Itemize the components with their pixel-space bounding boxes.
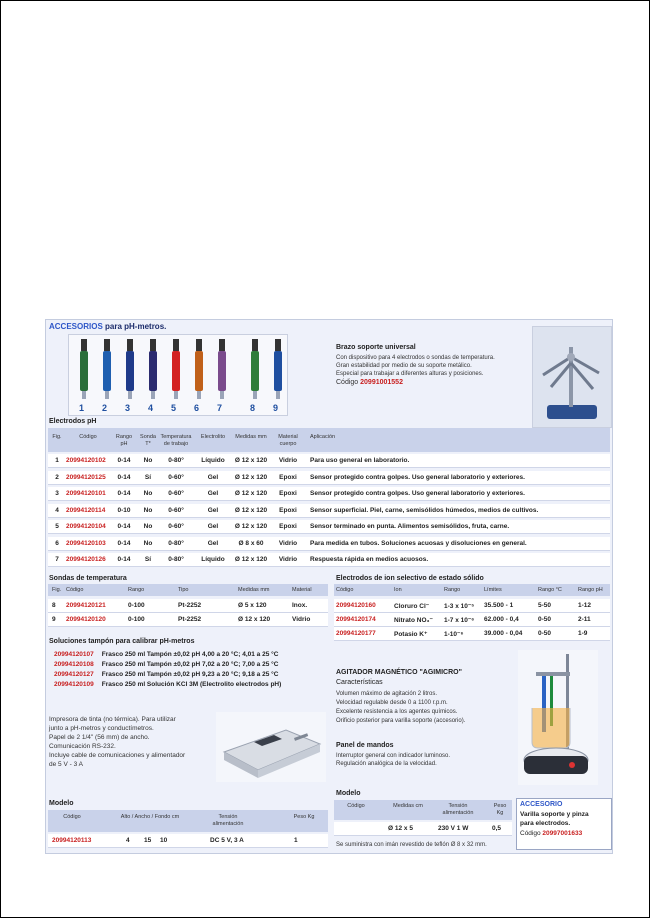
ion-cell: 39.000 - 0,04 xyxy=(484,630,523,637)
accesorio-title: ACCESORIO xyxy=(520,801,563,808)
ion-cell: 5-50 xyxy=(538,602,552,609)
ion-cell: 35.500 - 1 xyxy=(484,602,514,609)
agitador-note: Se suministra con imán revestido de teflón Ø 8 x 32 mm. xyxy=(336,842,487,848)
sondas-cell: Ø 12 x 120 xyxy=(238,616,271,623)
tampon-code: 20994120109 xyxy=(54,681,94,688)
printer-photo xyxy=(216,712,326,782)
ph-cell: No xyxy=(143,506,153,514)
agitador-modelo-title: Modelo xyxy=(336,790,361,797)
impresora-cell: DC 5 V, 3 A xyxy=(210,837,244,844)
agitador-illustration xyxy=(518,650,598,785)
ph-cell: 1 xyxy=(55,457,59,464)
tampon-description: Frasco 250 ml Tampón ±0,02 pH 7,02 a 20 °C; 7,00 a 25 °C xyxy=(101,661,279,668)
ph-header-cell: Electrolito xyxy=(200,434,226,440)
ph-cell: 0-14 xyxy=(117,556,131,563)
brazo-code-line xyxy=(336,379,403,387)
ph-cell: 0-14 xyxy=(117,490,131,497)
brazo-illustration xyxy=(533,327,611,427)
ph-header-cell: Fig. xyxy=(52,434,62,440)
impresora-line: junto a pH-metros y conductímetros. xyxy=(49,725,154,732)
tampon-item xyxy=(54,681,281,688)
sondas-code-cell: 20994120121 xyxy=(66,602,106,609)
agitador-header-cell: Tensión alimentación xyxy=(442,803,474,816)
ph-cell: Vidrio xyxy=(278,457,298,464)
electrode-2 xyxy=(102,339,111,413)
ph-cell: Sí xyxy=(144,473,152,481)
ph-cell: Ø 12 x 120 xyxy=(234,556,268,563)
agitador-cell: 230 V 1 W xyxy=(438,825,469,832)
impresora-line: Incluye cable de comunicaciones y alimentador xyxy=(49,752,186,759)
ph-cell: Ø 12 x 120 xyxy=(234,473,268,481)
accesorio-line-2: para electrodos. xyxy=(520,820,571,827)
sondas-cell: Inox. xyxy=(292,602,308,609)
electrode-label: 3 xyxy=(125,403,131,413)
ph-cell: 2 xyxy=(55,473,59,481)
tampon-code: 20994120127 xyxy=(54,671,94,678)
impresora-line: de 5 V - 3 A xyxy=(49,761,83,768)
ph-table-row xyxy=(48,553,610,567)
ph-table-row xyxy=(48,454,610,468)
ion-cell: Cloruro Cl⁻ xyxy=(394,603,430,610)
ion-cell: 0-50 xyxy=(538,630,552,637)
ph-cell: Sí xyxy=(144,556,152,563)
electrode-label: 6 xyxy=(194,403,200,413)
agitador-panel-title: Panel de mandos xyxy=(336,742,394,749)
ph-header-cell: Sonda T* xyxy=(140,434,156,447)
agitador-header-cell: Medidas cm xyxy=(393,803,423,809)
ph-cell: 0-60° xyxy=(168,490,184,497)
impresora-row xyxy=(48,834,328,848)
ph-cell: Gel xyxy=(207,490,219,497)
ph-table-row xyxy=(48,471,610,485)
sondas-title: Sondas de temperatura xyxy=(49,575,127,582)
accesorio-line-1: Varilla soporte y pinza xyxy=(520,811,589,818)
electrodes-illustration xyxy=(69,335,287,415)
ph-cell: 0-10 xyxy=(117,506,131,514)
ion-cell: Potasio K⁺ xyxy=(394,631,428,638)
tampon-code: 20994120107 xyxy=(54,651,94,658)
ph-cell: Sensor protegido contra golpes. Uso general laboratorio y exteriores. xyxy=(310,490,525,497)
agitador-header-cell: Código xyxy=(347,803,365,809)
ion-cell: 1-10⁻⁶ xyxy=(444,631,464,638)
ph-code-cell: 20994120104 xyxy=(66,523,106,530)
ion-title: Electrodos de ion selectivo de estado sólido xyxy=(336,575,484,582)
ion-header-cell: Rango pH xyxy=(578,587,603,593)
ion-header-cell: Código xyxy=(336,587,354,593)
sondas-cell: Pt-2252 xyxy=(178,616,202,623)
brazo-line-2: Gran estabilidad por medio de su soporte metálico. xyxy=(336,363,472,369)
agitador-row xyxy=(334,822,512,836)
ph-code-cell: 20994120126 xyxy=(66,556,106,563)
printer-illustration xyxy=(216,712,326,782)
tampon-item xyxy=(54,671,278,678)
ph-cell: Ø 12 x 120 xyxy=(234,457,268,464)
sondas-header-cell: Tipo xyxy=(178,587,189,593)
ph-cell: 3 xyxy=(55,490,59,497)
agitador-table-header xyxy=(334,800,512,820)
ion-header-cell: Rango xyxy=(444,587,461,593)
tampon-description: Frasco 250 ml Tampón ±0,02 pH 4,00 a 20 °C; 4,01 a 25 °C xyxy=(101,651,279,658)
ph-code-cell: 20994120102 xyxy=(66,457,106,464)
sondas-table-header xyxy=(48,584,328,596)
accessories-panel xyxy=(45,319,613,854)
ph-header-cell: Temperatura de trabajo xyxy=(160,434,192,447)
ph-cell: 4 xyxy=(55,506,59,514)
ph-cell: Ø 8 x 60 xyxy=(238,539,264,547)
electrode-label: 2 xyxy=(102,403,108,413)
ion-code-cell: 20994120174 xyxy=(336,616,376,623)
ph-cell: 0-80° xyxy=(168,539,184,547)
electrode-label: 9 xyxy=(273,403,279,413)
sondas-cell: 0-100 xyxy=(128,616,145,623)
ph-cell: 0-14 xyxy=(117,523,131,530)
ion-cell: 1-7 x 10⁻⁶ xyxy=(444,617,475,624)
tampon-description: Frasco 250 ml Solución KCl 3M (Electrolito electrodos pH) xyxy=(101,681,282,688)
electrode-8 xyxy=(250,339,259,413)
agitador-feature-line: Excelente resistencia a los agentes químicos. xyxy=(336,709,458,715)
sondas-cell: 8 xyxy=(52,602,56,609)
ph-cell: Sensor terminado en punta. Alimentos semisólidos, fruta, carne. xyxy=(310,523,510,530)
impresora-modelo-title: Modelo xyxy=(49,800,74,807)
ph-cell: Para uso general en laboratorio. xyxy=(310,457,410,464)
ph-cell: 5 xyxy=(55,523,59,530)
ph-cell: Gel xyxy=(207,473,219,481)
ion-header-cell: Ion xyxy=(394,587,402,593)
ion-table-row xyxy=(334,613,610,627)
ion-table-header xyxy=(334,584,610,596)
agitador-feature-line: Volumen máximo de agitación 2 litros. xyxy=(336,691,438,697)
ion-cell: 62.000 - 0,4 xyxy=(484,616,519,623)
sondas-header-cell: Código xyxy=(66,587,84,593)
electrode-label: 5 xyxy=(171,403,177,413)
agitador-panel-line-1: Interruptor general con indicador luminoso. xyxy=(336,753,451,759)
electrode-label: 1 xyxy=(79,403,85,413)
sondas-cell: Vidrio xyxy=(292,616,311,623)
impresora-line: Comunicación RS-232. xyxy=(49,743,116,750)
ion-table-row xyxy=(334,599,610,613)
ph-cell: Líquido xyxy=(201,556,225,563)
ph-header-cell: Rango pH xyxy=(115,434,133,447)
ph-cell: 0-60° xyxy=(168,506,184,514)
brazo-title: Brazo soporte universal xyxy=(336,344,416,351)
electrode-label: 4 xyxy=(148,403,154,413)
electrode-4 xyxy=(148,339,157,413)
ph-code-cell: 20994120101 xyxy=(66,490,106,497)
brazo-photo xyxy=(532,326,612,428)
ph-cell: Epoxi xyxy=(279,490,297,497)
accesorio-code-line xyxy=(520,830,582,837)
brazo-code-label: Código xyxy=(336,379,359,386)
ph-header-cell: Material cuerpo xyxy=(278,434,298,447)
sondas-code-cell: 20994120120 xyxy=(66,616,106,623)
accesorio-code: 20997001633 xyxy=(542,830,583,837)
panel-title-rest: para pH-metros. xyxy=(102,322,167,331)
ion-code-cell: 20994120160 xyxy=(336,602,376,609)
ion-cell: 2-11 xyxy=(578,616,591,623)
brazo-code: 20991001552 xyxy=(360,379,403,386)
ph-cell: Vidrio xyxy=(278,556,298,563)
ph-cell: No xyxy=(143,539,153,547)
agitador-header-cell: Peso Kg xyxy=(493,803,507,816)
ph-cell: Ø 12 x 120 xyxy=(234,523,268,530)
ion-cell: 0-50 xyxy=(538,616,552,623)
impresora-line: Papel de 2 1/4" (56 mm) de ancho. xyxy=(49,734,150,741)
ph-cell: 6 xyxy=(55,539,59,547)
agitador-cell: Ø 12 x 5 xyxy=(388,825,413,832)
impresora-header-cell: Código xyxy=(63,814,81,820)
ph-cell: Respuesta rápida en medios acuosos. xyxy=(310,556,429,563)
ph-table-row xyxy=(48,504,610,518)
ion-cell: 1-3 x 10⁻⁵ xyxy=(444,603,475,610)
panel-title-accent: ACCESORIOS xyxy=(49,322,103,331)
impresora-line: Impresora de tinta (no térmica). Para utilizar xyxy=(49,716,176,723)
ph-cell: Gel xyxy=(207,523,219,530)
electrodes-photo xyxy=(68,334,288,416)
electrode-3 xyxy=(125,339,134,413)
ph-cell: Ø 12 x 120 xyxy=(234,490,268,497)
ph-cell: No xyxy=(143,457,153,464)
ion-cell: Nitrato NO₃⁻ xyxy=(394,617,433,624)
agitador-cell: 0,5 xyxy=(492,825,502,832)
ph-cell: Epoxi xyxy=(279,473,297,481)
agitador-feature-line: Orificio posterior para varilla soporte (accesorio). xyxy=(336,718,466,724)
agitador-subtitle: Características xyxy=(336,679,383,686)
sondas-cell: 9 xyxy=(52,616,56,623)
sondas-header-cell: Material xyxy=(292,587,312,593)
tampon-description: Frasco 250 ml Tampón ±0,02 pH 9,23 a 20 °C; 9,18 a 25 °C xyxy=(101,671,279,678)
impresora-header-cell: Peso Kg xyxy=(293,814,315,820)
ph-cell: Para medida en tubos. Soluciones acuosas y disoluciones en general. xyxy=(310,539,527,547)
sondas-header-cell: Rango xyxy=(128,587,145,593)
ion-header-cell: Rango °C xyxy=(538,587,562,593)
ph-cell: Gel xyxy=(207,539,219,547)
electrode-6 xyxy=(194,339,203,413)
ion-cell: 1-9 xyxy=(578,630,588,637)
ph-cell: Epoxi xyxy=(279,506,297,514)
ph-cell: 0-60° xyxy=(168,473,184,481)
sondas-cell: Pt-2252 xyxy=(178,602,202,609)
sondas-table-row xyxy=(48,613,328,627)
accesorio-box xyxy=(516,798,612,850)
impresora-header-cell: Alto / Ancho / Fondo cm xyxy=(120,814,180,820)
ph-cell: Ø 12 x 120 xyxy=(234,506,268,514)
tampon-code: 20994120108 xyxy=(54,661,94,668)
ion-table-row xyxy=(334,627,610,641)
ph-cell: 0-80° xyxy=(168,556,184,563)
tampon-title: Soluciones tampón para calibrar pH-metros xyxy=(49,638,195,645)
ph-cell: No xyxy=(143,523,153,530)
accesorio-code-label: Código xyxy=(520,830,541,837)
electrode-9 xyxy=(273,339,282,413)
tampon-item xyxy=(54,651,278,658)
sondas-header-cell: Fig. xyxy=(52,587,62,593)
ion-header-cell: Límites xyxy=(484,587,502,593)
brazo-line-1: Con dispositivo para 4 electrodos o sondas de temperatura. xyxy=(336,355,495,361)
sondas-table-row xyxy=(48,599,328,613)
ph-cell: Sensor superficial. Piel, carne, semisólidos húmedos, medios de cultivos. xyxy=(310,506,539,514)
impresora-table-header xyxy=(48,810,328,832)
panel-title xyxy=(49,322,166,331)
electrode-label: 7 xyxy=(217,403,223,413)
impresora-header-cell: Tensión alimentación xyxy=(212,814,244,827)
ph-cell: Vidrio xyxy=(278,539,298,547)
brazo-line-3: Especial para trabajar a diferentes alturas y posiciones. xyxy=(336,371,484,377)
impresora-code-cell: 20994120113 xyxy=(52,837,92,844)
agitador-panel-line-2: Regulación analógica de la velocidad. xyxy=(336,761,437,767)
ph-cell: 0-14 xyxy=(117,457,131,464)
impresora-cell: 4 xyxy=(126,837,130,844)
ph-code-cell: 20994120114 xyxy=(66,506,106,514)
ph-cell: 7 xyxy=(55,556,59,563)
ph-table-header xyxy=(48,428,610,452)
sondas-cell: 0-100 xyxy=(128,602,145,609)
ph-cell: Sensor protegido contra golpes. Uso general laboratorio y exteriores. xyxy=(310,473,525,481)
ph-cell: 0-80° xyxy=(168,457,184,464)
ph-table-row xyxy=(48,487,610,501)
impresora-cell: 10 xyxy=(160,837,168,844)
impresora-cell: 1 xyxy=(294,837,298,844)
ph-table-row xyxy=(48,537,610,551)
tampon-item xyxy=(54,661,278,668)
electrode-label: 8 xyxy=(250,403,256,413)
ph-code-cell: 20994120103 xyxy=(66,539,106,547)
ph-header-cell: Aplicación xyxy=(310,434,336,440)
ph-code-cell: 20994120125 xyxy=(66,473,106,481)
electrode-7 xyxy=(217,339,226,413)
sondas-header-cell: Medidas mm xyxy=(238,587,270,593)
ph-cell: 0-14 xyxy=(117,539,131,547)
ph-cell: Epoxi xyxy=(279,523,297,530)
sondas-cell: Ø 5 x 120 xyxy=(238,602,267,609)
ph-title: Electrodos pH xyxy=(49,418,97,425)
ph-header-cell: Medidas mm xyxy=(235,434,267,440)
ph-cell: Gel xyxy=(207,506,219,514)
ph-cell: 0-60° xyxy=(168,523,184,530)
agitador-title: AGITADOR MAGNÉTICO "AGIMICRO" xyxy=(336,669,462,676)
impresora-cell: 15 xyxy=(144,837,152,844)
ion-cell: 1-12 xyxy=(578,602,592,609)
ph-cell: 0-14 xyxy=(117,473,131,481)
ph-cell: Líquido xyxy=(201,457,225,464)
electrode-5 xyxy=(171,339,180,413)
ph-cell: No xyxy=(143,490,153,497)
ion-code-cell: 20994120177 xyxy=(336,630,376,637)
agitador-feature-line: Velocidad regulable desde 0 a 1100 r.p.m. xyxy=(336,700,448,706)
electrode-1 xyxy=(79,339,88,413)
ph-table-row xyxy=(48,520,610,534)
ph-header-cell: Código xyxy=(79,434,97,440)
agitador-photo xyxy=(518,650,598,785)
